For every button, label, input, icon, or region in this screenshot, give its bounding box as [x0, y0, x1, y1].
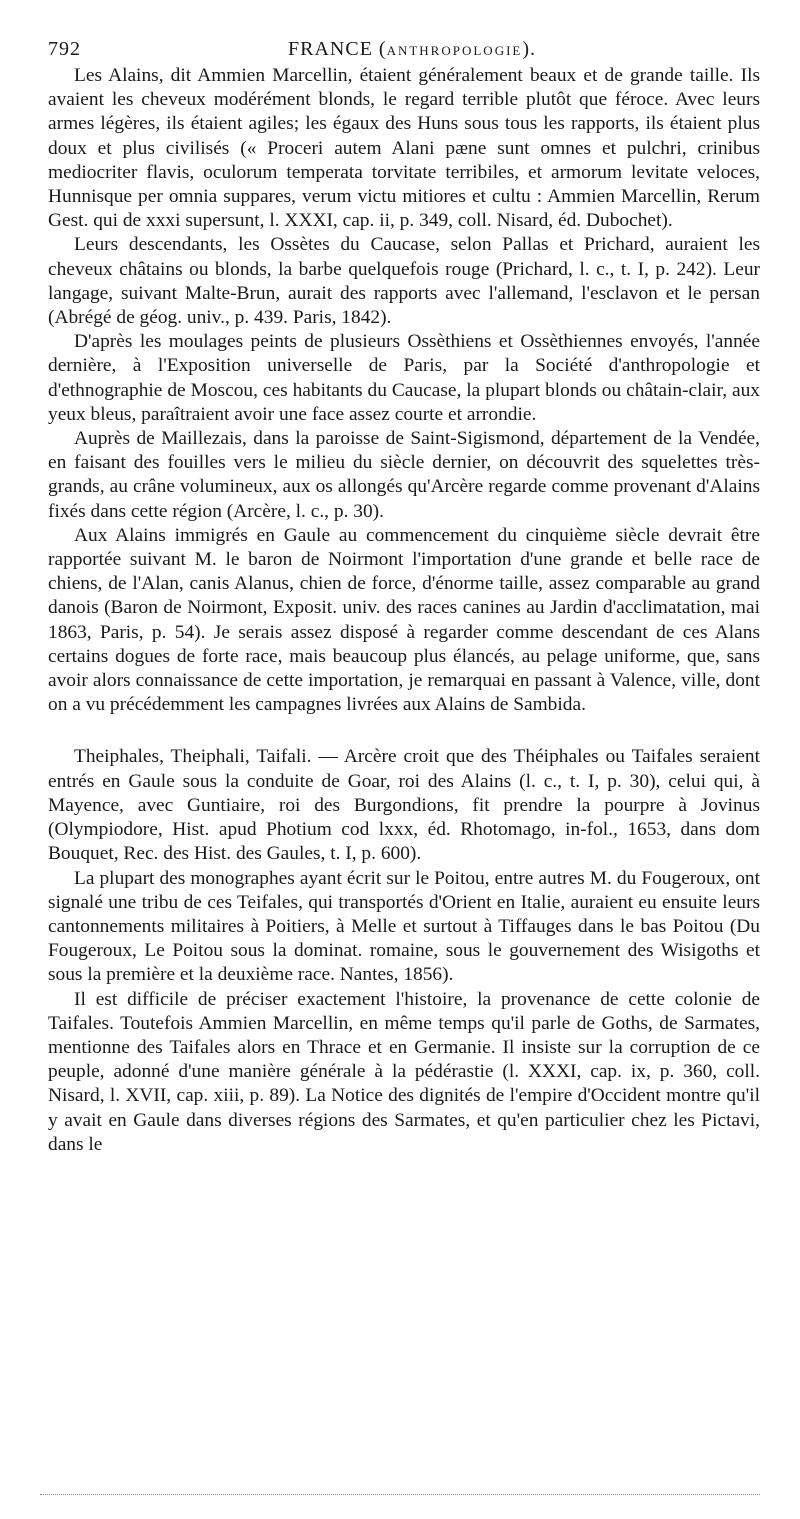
paragraph-poitou: La plupart des monographes ayant écrit sur le Poitou, entre autres M. du Fougeroux, ont signalé une tribu de ces Teifales, qui transportés d'Orient en Italie, auraient eu ensuite leurs cantonnements militaires à Poitiers, à Melle et surtout à Tiffauges dans le bas Poitou (Du Fougeroux, Le Poitou sous la dominat. romaine, sous le gouvernement des Wisigoths et sous la première et la deuxième race. Nantes, 1856). — [48, 867, 760, 986]
paragraph-alains-description: Les Alains, dit Ammien Marcellin, étaient généralement beaux et de grande taille. Ils avaient les cheveux modérément blonds, le regard terrible plutôt que féroce. Avec leurs armes légères, ils étaient agiles; les égaux des Huns sous tous les rapports, ils étaient plus doux et plus civilisés (« Proceri autem Alani pæne sunt omnes et pulchri, crinibus mediocriter flavis, oculorum temperata torvitate terribiles, et armorum levitate veloces, Hunnisque per omnia suppares, verum victu mitiores et cultu : Ammien Marcellin, Rerum Gest. qui de xxxi supersunt, l. XXXI, cap. ii, p. 349, coll. Nisard, éd. Dubochet). — [48, 65, 760, 232]
page-header — [48, 28, 760, 64]
page-number: 792 — [48, 38, 81, 60]
footer-rule — [40, 1494, 760, 1495]
paragraph-ossetes: Leurs descendants, les Ossètes du Caucase, selon Pallas et Prichard, auraient les cheveux châtains ou blonds, la barbe quelquefois rouge (Prichard, l. c., t. I, p. 242). Leur langage, suivant Malte-Brun, aurait des rapports avec l'allemand, l'esclavon et le persan (Abrégé de géog. univ., p. 439. Paris, 1842). — [48, 234, 760, 329]
paragraph-maillezais: Auprès de Maillezais, dans la paroisse de Saint-Sigismond, département de la Vendée, en faisant des fouilles vers le milieu du siècle dernier, on découvrit des squelettes très-grands, au crâne volumineux, aux os allongés qu'Arcère regarde comme provenant d'Alains fixés dans cette région (Arcère, l. c., p. 30). — [48, 428, 760, 522]
body-text — [48, 64, 760, 1157]
paragraph-moulages: D'après les moulages peints de plusieurs Ossèthiens et Ossèthiennes envoyés, l'année dernière, à l'Exposition universelle de Paris, par la Société d'anthropologie et d'ethnographie de Moscou, ces habitants du Caucase, la plupart blonds ou châtain-clair, aux yeux bleus, paraîtraient avoir une face assez courte et arrondie. — [48, 331, 760, 425]
running-head-subject: ANTHROPOLOGIE — [386, 43, 523, 58]
section-gap — [48, 717, 760, 745]
paragraph-theiphales: Theiphales, Theiphali, Taifali. — Arcère croit que des Théiphales ou Taifales seraient entrés en Gaule sous la conduite de Goar, roi des Alains (l. c., t. I, p. 30), celui qui, à Mayence, avec Guntiaire, roi des Burgondions, fit prendre la pourpre à Jovinus (Olympiodore, Hist. apud Photium cod lxxx, éd. Rhotomago, in-fol., 1653, dans dom Bouquet, Rec. des Hist. des Gaules, t. I, p. 600). — [48, 746, 760, 865]
running-head-end: ). — [522, 38, 537, 60]
paragraph-taifales-colonie: Il est difficile de préciser exactement l'histoire, la provenance de cette colonie de Taifales. Toutefois Ammien Marcellin, en même temps qu'il parle de Goths, de Sarmates, mentionne des Taifales alors en Thrace et en Germanie. Il insiste sur la corruption de ce peuple, adonné d'une manière générale à la pédérastie (l. XXXI, cap. ix, p. 360, coll. Nisard, l. XVII, cap. xiii, p. 89). La Notice des dignités de l'empire d'Occident montre qu'il y avait en Gaule dans diverses régions des Sarmates, et qu'en particulier chez les Pictavi, dans le — [48, 988, 760, 1155]
running-head-main: FRANCE ( — [288, 38, 387, 60]
running-head — [288, 38, 536, 61]
paragraph-canis-alanus: Aux Alains immigrés en Gaule au commencement du cinquième siècle devrait être rapportée suivant M. le baron de Noirmont l'importation d'une grande et belle race de chiens, de l'Alan, canis Alanus, chien de force, d'énorme taille, assez comparable au grand danois (Baron de Noirmont, Exposit. univ. des races canines au Jardin d'acclimatation, mai 1863, Paris, p. 54). Je serais assez disposé à regarder comme descendant de ces Alans certains dogues de forte race, mais beaucoup plus élancés, au pelage uniforme, que, sans avoir alors connaissance de cette importation, je remarquai en passant à Valence, ville, dont on a vu précédemment les campagnes livrées aux Alains de Sambida. — [48, 524, 760, 716]
